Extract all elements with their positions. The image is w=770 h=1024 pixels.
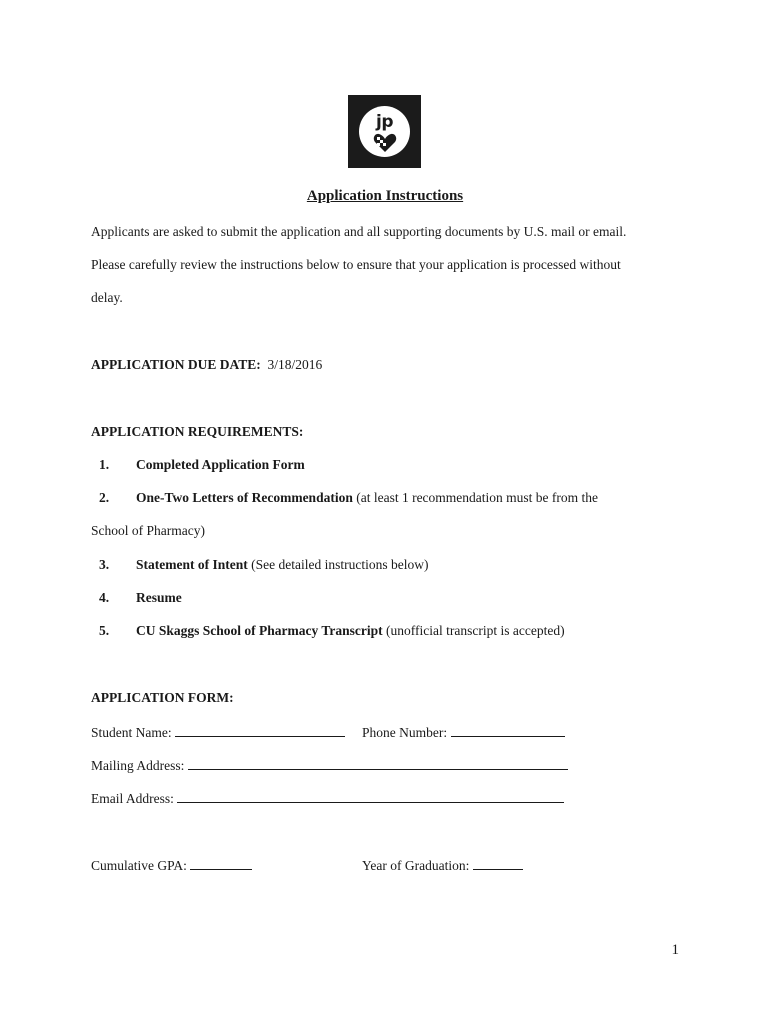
gpa-label: Cumulative GPA: <box>91 858 187 873</box>
gpa-field[interactable] <box>190 857 252 870</box>
requirement-title: CU Skaggs School of Pharmacy Transcript <box>136 623 383 638</box>
mailing-address-row <box>91 757 568 774</box>
requirement-note: (at least 1 recommendation must be from the <box>352 490 599 505</box>
requirement-number: 1. <box>99 457 110 472</box>
requirement-note: (See detailed instructions below) <box>247 557 429 572</box>
requirement-title: One-Two Letters of Recommendation <box>136 490 353 505</box>
page-title: Application Instructions <box>306 188 464 204</box>
requirement-number: 3. <box>99 557 110 572</box>
requirement-item <box>99 557 428 573</box>
email-address-row <box>91 790 564 807</box>
due-date <box>91 357 322 373</box>
requirement-item <box>99 490 598 506</box>
requirement-number: 4. <box>99 590 110 605</box>
student-name-row <box>91 724 345 741</box>
phone-label: Phone Number: <box>362 725 448 740</box>
requirement-number: 2. <box>99 490 110 505</box>
requirement-number: 5. <box>99 623 110 638</box>
mailing-address-field[interactable] <box>188 757 568 770</box>
phone-field[interactable] <box>451 724 565 737</box>
due-date-value: 3/18/2016 <box>267 357 323 372</box>
requirement-item <box>99 457 305 473</box>
logo <box>348 95 421 168</box>
graduation-label: Year of Graduation: <box>362 858 470 873</box>
requirement-title: Resume <box>136 590 182 605</box>
graduation-field[interactable] <box>473 857 523 870</box>
page-number: 1 <box>671 942 679 958</box>
requirements-heading: APPLICATION REQUIREMENTS: <box>91 424 304 439</box>
student-name-field[interactable] <box>175 724 345 737</box>
logo-circle <box>359 106 410 157</box>
requirement-title: Completed Application Form <box>136 457 305 472</box>
student-name-label: Student Name: <box>91 725 172 740</box>
requirement-title: Statement of Intent <box>136 557 248 572</box>
phone-row <box>362 724 565 741</box>
form-heading: APPLICATION FORM: <box>91 690 234 705</box>
requirement-continuation: School of Pharmacy) <box>91 523 205 538</box>
intro-line-3: delay. <box>91 290 123 305</box>
heart-icon <box>373 133 397 153</box>
requirement-item <box>99 590 182 606</box>
email-address-field[interactable] <box>177 790 564 803</box>
due-date-label: APPLICATION DUE DATE: <box>91 357 261 372</box>
graduation-row <box>362 857 523 874</box>
requirement-item <box>99 623 565 639</box>
intro-line-1: Applicants are asked to submit the application and all supporting documents by U.S. mail or email. <box>91 224 627 239</box>
email-address-label: Email Address: <box>91 791 174 806</box>
mailing-address-label: Mailing Address: <box>91 758 185 773</box>
logo-text: jp <box>376 112 393 132</box>
requirement-note: (unofficial transcript is accepted) <box>382 623 565 638</box>
intro-line-2: Please carefully review the instructions below to ensure that your application is processed without <box>91 257 621 272</box>
gpa-row <box>91 857 252 874</box>
